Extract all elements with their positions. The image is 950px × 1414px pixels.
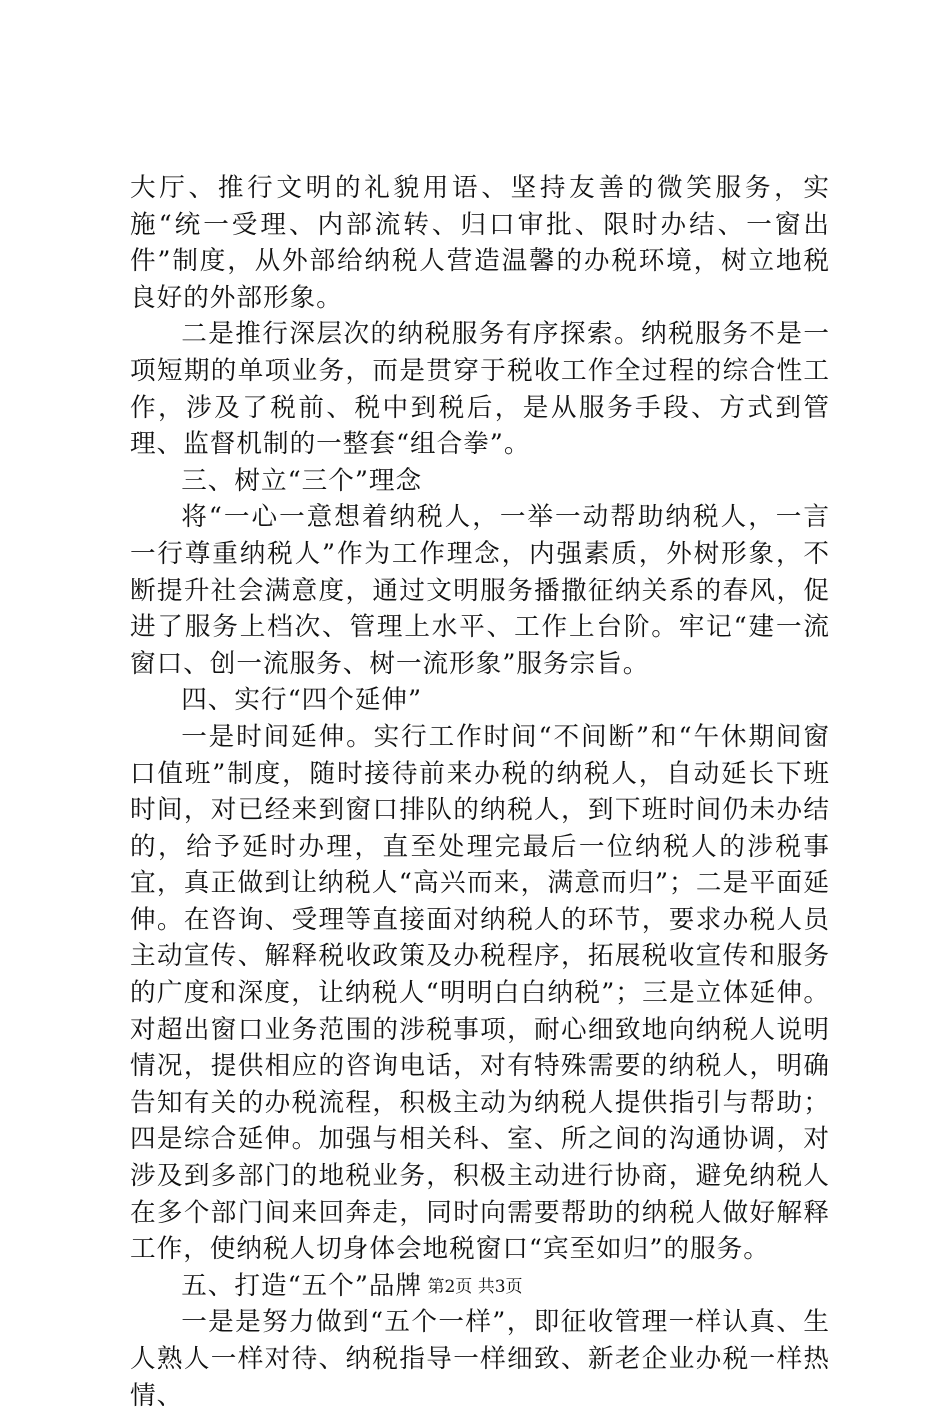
page-footer: 第2页 共3页 xyxy=(427,1277,523,1297)
section-heading-four-extensions: 四、实行“四个延伸” xyxy=(181,685,423,716)
paragraph-continued: 大厅、推行文明的礼貌用语、坚持友善的微笑服务，实施“统一受理、内部流转、归口审批、限时办结、一窗出件”制度，从外部给纳税人营造温馨的办税环境，树立地税良好的外部形象。 xyxy=(130,173,830,313)
paragraph-second-point: 二是推行深层次的纳税服务有序探索。纳税服务不是一项短期的单项业务，而是贯穿于税收工作全过程的综合性工作，涉及了税前、税中到税后，是从服务手段、方式到管理、监督机制的一整套“组合拳”。 xyxy=(130,319,830,460)
paragraph-four-extensions: 一是时间延伸。实行工作时间“不间断”和“午休期间窗口值班”制度，随时接待前来办税的纳税人，自动延长下班时间，对已经来到窗口排队的纳税人，到下班时间仍未办结的，给予延时办理，直至处理完最后一位纳税人的涉税事宜，真正做到让纳税人“高兴而来，满意而归”；二是平面延伸。在咨询、受理等直接面对纳税人的环节，要求办税人员主动宣传、解释税收政策及办税程序，拓展税收宣传和服务的广度和深度，让纳税人“明明白白纳税”；三是立体延伸。对超出窗口业务范围的涉税事项，耐心细致地向纳税人说明情况，提供相应的咨询电话，对有特殊需要的纳税人，明确告知有关的办税流程，积极主动为纳税人提供指引与帮助；四是综合延伸。加强与相关科、室、所之间的沟通协调，对涉及到多部门的地税业务，积极主动进行协商，避免纳税人在多个部门间来回奔走，同时向需要帮助的纳税人做好解释工作，使纳税人切身体会地税窗口“宾至如归”的服务。 xyxy=(130,721,830,1265)
paragraph-work-philosophy: 将“一心一意想着纳税人，一举一动帮助纳税人，一言一行尊重纳税人”作为工作理念，内强素质，外树形象，不断提升社会满意度，通过文明服务播撒征纳关系的春风，促进了服务上档次、管理上水平、工作上台阶。牢记“建一流窗口、创一流服务、树一流形象”服务宗旨。 xyxy=(130,502,830,679)
section-heading-five-brands: 五、打造“五个”品牌 xyxy=(181,1270,423,1301)
section-heading-three-concepts: 三、树立“三个”理念 xyxy=(181,465,423,496)
paragraph-five-same: 一是是努力做到“五个一样”，即征收管理一样认真、生人熟人一样对待、纳税指导一样细致、新老企业办税一样热情、 xyxy=(130,1307,830,1411)
document-body xyxy=(130,170,830,1414)
